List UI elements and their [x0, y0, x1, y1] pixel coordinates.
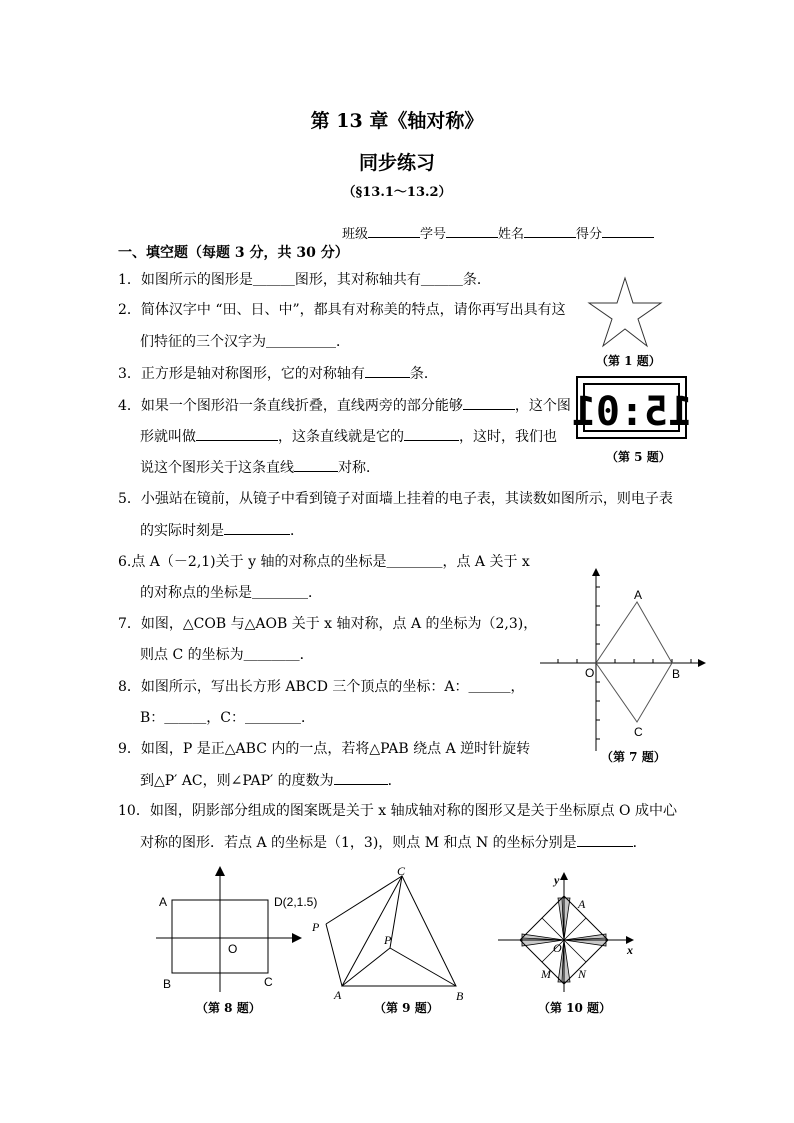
label-C: C: [397, 864, 406, 878]
page-subtitle: 同步练习: [358, 152, 435, 174]
figure-7-caption: （第 7 题）: [601, 750, 666, 764]
id-blank[interactable]: [446, 224, 498, 238]
label-C: C: [634, 725, 643, 739]
question-3: 3．正方形是轴对称图形，它的对称轴有 条．: [118, 366, 438, 382]
question-1: 1．如图所示的图形是＿＿＿图形，其对称轴共有＿＿＿条．: [118, 272, 491, 288]
info-class-label: 班级: [342, 227, 369, 242]
figure-10-diagram: [496, 868, 644, 994]
q3-blank[interactable]: [365, 364, 410, 378]
q4-blank-3[interactable]: [404, 427, 459, 441]
info-score-label: 得分: [576, 227, 603, 242]
label-B: B: [672, 667, 681, 681]
question-6-line1: 6.点 A（－2,1)关于 y 轴的对称点的坐标是＿＿＿＿，点 A 关于 x: [118, 554, 530, 570]
page-title: 第 13 章《轴对称》: [310, 110, 484, 132]
figure-9-caption: （第 9 题）: [374, 1001, 439, 1015]
question-7-line1: 7．如图，△COB 与△AOB 关于 x 轴对称，点 A 的坐标为（2,3)，: [118, 616, 538, 632]
info-name-label: 姓名: [498, 227, 525, 242]
question-9-line2: 到△P′ AC，则∠PAP′ 的度数为 ．: [140, 773, 402, 789]
q5-blank[interactable]: [224, 521, 290, 535]
segment-bp: [390, 948, 456, 986]
segment-cp-prime: [326, 876, 402, 924]
figure-7-diagram: [538, 566, 708, 752]
figure-5-caption: （第 5 题）: [606, 450, 671, 464]
info-id-label: 学号: [420, 227, 447, 242]
question-4-line2: 形就叫做 ，这条直线就是它的 ，这时，我们也: [140, 429, 557, 445]
figure-8-diagram: [152, 862, 318, 994]
question-8-line2: B：＿＿＿，C：＿＿＿＿．: [140, 710, 315, 726]
question-2-line1: 2．简体汉字中 “田、日、中”，都具有对称美的特点，请你再写出具有这: [118, 302, 566, 318]
question-7-line2: 则点 C 的坐标为＿＿＿＿．: [140, 647, 314, 663]
label-A: A: [334, 988, 342, 1002]
label-x: x: [627, 943, 633, 957]
label-y: y: [554, 873, 560, 887]
label-O: O: [228, 942, 238, 956]
label-O: O: [585, 666, 595, 680]
label-B: B: [163, 977, 172, 991]
section-title: 一、填空题（每题 3 分，共 30 分）: [118, 245, 349, 261]
segment-ap: [342, 948, 390, 986]
class-blank[interactable]: [368, 224, 420, 238]
label-P-prime: P: [312, 920, 320, 934]
student-info: [342, 224, 654, 244]
label-B: B: [456, 989, 464, 1003]
question-10-line1: 10．如图，阴影部分组成的图案既是关于 x 轴成轴对称的图形又是关于坐标原点 O 成中心: [118, 803, 677, 819]
label-C: C: [264, 975, 273, 989]
figure-10-caption: （第 10 题）: [538, 1001, 612, 1015]
label-N: N: [578, 967, 587, 981]
question-8-line1: 8．如图所示，写出长方形 ABCD 三个顶点的坐标：A：＿＿＿，: [118, 679, 525, 695]
question-10-line2: 对称的图形．若点 A 的坐标是（1，3)，则点 M 和点 N 的坐标分别是 ．: [140, 835, 647, 851]
segment-ap-prime: [326, 924, 342, 986]
label-A: A: [578, 897, 586, 911]
q4-blank-1[interactable]: [463, 396, 515, 410]
question-6-line2: 的对称点的坐标是＿＿＿＿．: [140, 585, 322, 601]
name-blank[interactable]: [524, 224, 576, 238]
label-P: P: [384, 933, 392, 947]
figure-9-diagram: [306, 862, 476, 1004]
star-shape: [589, 278, 661, 346]
score-blank[interactable]: [602, 224, 654, 238]
q4-blank-4[interactable]: [294, 458, 338, 472]
question-4-line1: 4．如果一个图形沿一条直线折叠，直线两旁的部分能够 ，这个图: [118, 398, 571, 414]
figure-1-caption: （第 1 题）: [596, 354, 661, 368]
question-2-line2: 们特征的三个汉字为＿＿＿＿＿．: [140, 334, 350, 350]
clock-digits: 15:01: [571, 389, 693, 435]
question-9-line1: 9．如图，P 是正△ABC 内的一点，若将△PAB 绕点 A 逆时针旋转: [118, 741, 531, 757]
section-range: （§13.1～13.2）: [342, 185, 452, 200]
label-M: M: [541, 967, 551, 981]
q10-blank[interactable]: [577, 833, 633, 847]
figure-1-star: [585, 276, 665, 348]
q4-blank-2[interactable]: [196, 427, 278, 441]
question-5-line2: 的实际时刻是 ．: [140, 523, 304, 539]
figure-8-caption: （第 8 题）: [196, 1001, 261, 1015]
label-A: A: [159, 895, 168, 909]
label-A: A: [634, 588, 643, 602]
figure-5-clock: [571, 376, 693, 440]
label-O: O: [553, 941, 562, 955]
question-4-line3: 说这个图形关于这条直线 对称．: [140, 460, 380, 476]
question-5-line1: 5．小强站在镜前，从镜子中看到镜子对面墙上挂着的电子表，其读数如图所示，则电子表: [118, 491, 673, 507]
label-D: D(2,1.5): [274, 895, 318, 909]
q9-blank[interactable]: [334, 771, 388, 785]
